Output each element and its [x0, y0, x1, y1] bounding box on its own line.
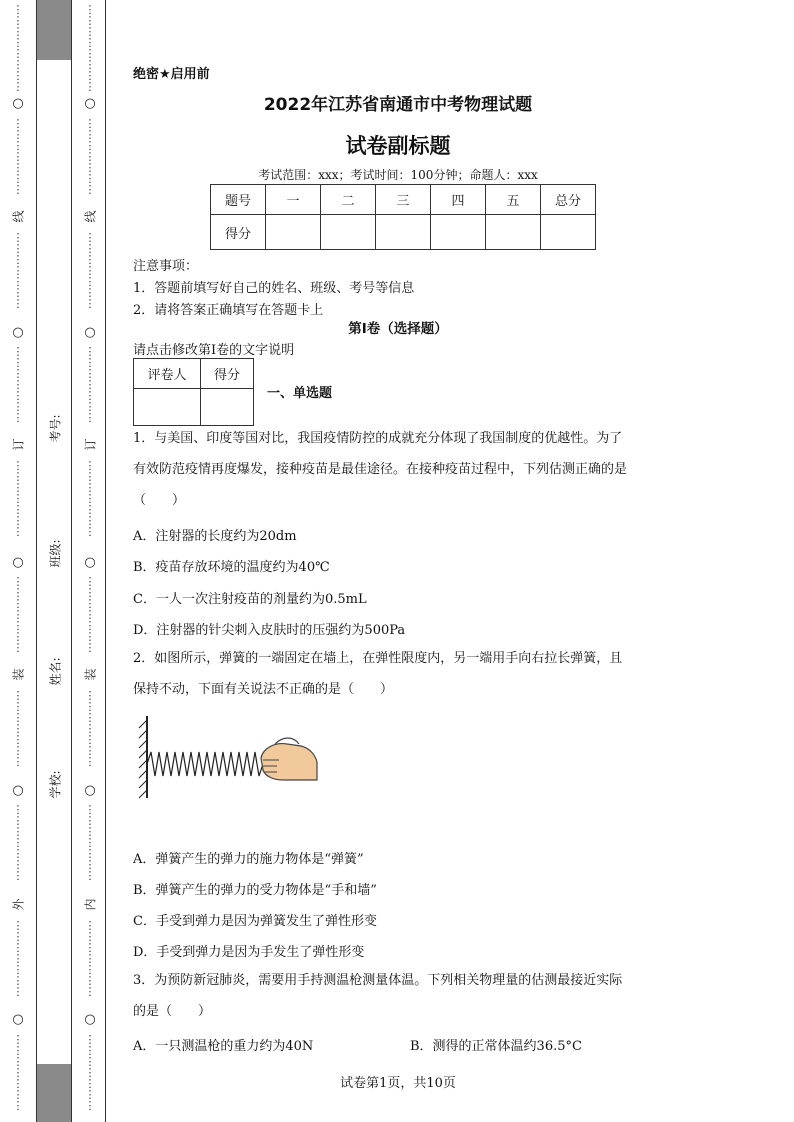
grader-header-cell: 评卷人	[134, 359, 201, 389]
question-line: 1．与美国、印度等国对比，我国疫情防控的成就充分体现了我国制度的优越性。为了	[133, 431, 623, 446]
score-header-cell: 题号	[211, 185, 266, 215]
dotted-line: ⋮ ⋮ ⋮ ⋮ ⋮ ⋮ ⋮	[84, 345, 96, 424]
page-footer: 试卷第1页，共10页	[340, 1076, 456, 1091]
binding-mark-zhuang: 装	[83, 668, 98, 681]
binding-mark-zhuang: 装	[11, 668, 26, 681]
question-line: 2．如图所示，弹簧的一端固定在墙上，在弹性限度内，另一端用手向右拉长弹簧，且	[133, 651, 623, 666]
dotted-line: ⋮ ⋮ ⋮ ⋮ ⋮ ⋮ ⋮	[84, 575, 96, 654]
score-table	[210, 184, 596, 250]
exam-meta: 考试范围：xxx；考试时间：100分钟；命题人：xxx	[258, 168, 538, 182]
question-3	[133, 965, 663, 1027]
dotted-line: ⋮ ⋮ ⋮ ⋮ ⋮ ⋮ ⋮	[84, 689, 96, 768]
q2-option-b: B．弹簧产生的弹力的受力物体是“手和墙”	[133, 883, 377, 898]
score-header-cell: 五	[486, 185, 541, 215]
dotted-line: ⋮ ⋮ ⋮ ⋮ ⋮ ⋮ ⋮	[84, 1033, 96, 1112]
dotted-line: ⋮ ⋮ ⋮ ⋮ ⋮ ⋮ ⋮	[84, 803, 96, 882]
exam-subtitle: 试卷副标题	[345, 134, 451, 158]
binding-circle-mark: ○	[84, 96, 96, 111]
score-cell	[266, 215, 321, 250]
field-exam-number: 考号:	[48, 414, 63, 443]
grader-table	[133, 358, 254, 426]
binding-mark-line: 线	[11, 210, 26, 223]
spring-figure	[133, 714, 323, 800]
score-header-cell: 二	[321, 185, 376, 215]
q1-option-d: D．注射器的针尖刺入皮肤时的压强约为500Pa	[133, 623, 406, 638]
dotted-line: ⋮ ⋮ ⋮ ⋮ ⋮ ⋮ ⋮	[12, 345, 24, 424]
q3-option-b: B．测得的正常体温约36.5°C	[410, 1039, 582, 1054]
dotted-line: ⋮ ⋮ ⋮ ⋮ ⋮ ⋮ ⋮	[12, 1033, 24, 1112]
binding-circle-mark: ○	[12, 783, 24, 798]
dotted-line: ⋮ ⋮ ⋮ ⋮ ⋮ ⋮ ⋮	[12, 689, 24, 768]
grader-row	[134, 389, 254, 426]
section-title: 一、单选题	[267, 386, 333, 401]
binding-info-column	[36, 0, 72, 1122]
notes-item: 2．请将答案正确填写在答题卡上	[133, 303, 324, 318]
score-cell	[431, 215, 486, 250]
field-school: 学校:	[48, 770, 63, 799]
question-line: 3．为预防新冠肺炎，需要用手持测温枪测量体温。下列相关物理量的估测最接近实际	[133, 973, 623, 988]
question-2	[133, 643, 663, 705]
score-cell	[321, 215, 376, 250]
exam-title: 2022年江苏省南通市中考物理试题	[263, 95, 533, 115]
dotted-line: ⋮ ⋮ ⋮ ⋮ ⋮ ⋮ ⋮ ⋮	[12, 3, 24, 93]
question-line: （ ）	[133, 493, 186, 508]
dotted-line: ⋮ ⋮ ⋮ ⋮ ⋮ ⋮ ⋮ ⋮	[84, 3, 96, 93]
binding-circle-mark: ○	[12, 1012, 24, 1027]
spring	[147, 752, 263, 776]
score-row-label: 得分	[211, 215, 266, 250]
gray-block-bottom	[37, 1064, 71, 1122]
question-line: 保持不动，下面有关说法不正确的是（ ）	[133, 682, 394, 697]
secret-label: 绝密★启用前	[133, 67, 210, 82]
dotted-line: ⋮ ⋮ ⋮ ⋮ ⋮ ⋮ ⋮	[84, 459, 96, 538]
wall	[139, 716, 147, 798]
dotted-line: ⋮ ⋮ ⋮ ⋮ ⋮ ⋮ ⋮	[12, 117, 24, 196]
score-cell	[541, 215, 596, 250]
binding-mark-wai: 外	[11, 898, 26, 911]
gray-block-top	[37, 0, 71, 60]
binding-circle-mark: ○	[84, 783, 96, 798]
score-table-header-row	[211, 185, 596, 215]
grader-cell	[201, 389, 254, 426]
dotted-line: ⋮ ⋮ ⋮ ⋮ ⋮ ⋮ ⋮	[12, 575, 24, 654]
binding-mark-ding: 订	[11, 438, 26, 451]
q1-option-b: B．疫苗存放环境的温度约为40℃	[133, 560, 330, 575]
score-header-cell: 一	[266, 185, 321, 215]
binding-border-line	[105, 0, 106, 1122]
score-cell	[486, 215, 541, 250]
dotted-line: ⋮ ⋮ ⋮ ⋮ ⋮ ⋮ ⋮	[12, 231, 24, 310]
grader-header-row	[134, 359, 254, 389]
notes-item: 1．答题前填写好自己的姓名、班级、考号等信息	[133, 281, 415, 296]
score-header-cell: 总分	[541, 185, 596, 215]
dotted-line: ⋮ ⋮ ⋮ ⋮ ⋮ ⋮ ⋮	[84, 919, 96, 998]
q3-option-a: A．一只测温枪的重力约为40N	[133, 1039, 314, 1054]
notes-section	[133, 256, 414, 322]
q2-option-d: D．手受到弹力是因为手发生了弹性形变	[133, 945, 365, 960]
dotted-line: ⋮ ⋮ ⋮ ⋮ ⋮ ⋮ ⋮	[12, 459, 24, 538]
binding-circle-mark: ○	[12, 555, 24, 570]
score-header-cell: 三	[376, 185, 431, 215]
binding-circle-mark: ○	[12, 96, 24, 111]
q2-option-c: C．手受到弹力是因为弹簧发生了弹性形变	[133, 914, 377, 929]
binding-strip-inner	[72, 0, 108, 1122]
binding-circle-mark: ○	[84, 325, 96, 340]
score-header-cell: 四	[431, 185, 486, 215]
grader-header-cell: 得分	[201, 359, 254, 389]
binding-circle-mark: ○	[84, 555, 96, 570]
field-class: 班级:	[48, 539, 63, 568]
question-line: 有效防范疫情再度爆发，接种疫苗是最佳途径。在接种疫苗过程中，下列估测正确的是	[133, 462, 628, 477]
binding-mark-line: 线	[83, 210, 98, 223]
score-cell	[376, 215, 431, 250]
binding-circle-mark: ○	[12, 325, 24, 340]
part-title: 第I卷（选择题）	[348, 321, 448, 337]
part-description: 请点击修改第I卷的文字说明	[133, 343, 295, 358]
q1-option-c: C．一人一次注射疫苗的剂量约为0.5mL	[133, 592, 367, 607]
question-1	[133, 423, 663, 516]
q1-option-a: A．注射器的长度约为20dm	[133, 529, 297, 544]
binding-circle-mark: ○	[84, 1012, 96, 1027]
dotted-line: ⋮ ⋮ ⋮ ⋮ ⋮ ⋮ ⋮	[84, 231, 96, 310]
binding-mark-ding: 订	[83, 438, 98, 451]
dotted-line: ⋮ ⋮ ⋮ ⋮ ⋮ ⋮ ⋮	[12, 803, 24, 882]
grader-cell	[134, 389, 201, 426]
q2-option-a: A．弹簧产生的弹力的施力物体是“弹簧”	[133, 852, 364, 867]
binding-mark-nei: 内	[83, 898, 98, 911]
field-name: 姓名:	[48, 657, 63, 686]
notes-title: 注意事项：	[133, 259, 199, 274]
hand	[261, 738, 317, 780]
question-line: 的是（ ）	[133, 1004, 212, 1019]
dotted-line: ⋮ ⋮ ⋮ ⋮ ⋮ ⋮ ⋮	[84, 117, 96, 196]
dotted-line: ⋮ ⋮ ⋮ ⋮ ⋮ ⋮ ⋮	[12, 919, 24, 998]
score-table-row	[211, 215, 596, 250]
binding-strip-outer	[0, 0, 36, 1122]
